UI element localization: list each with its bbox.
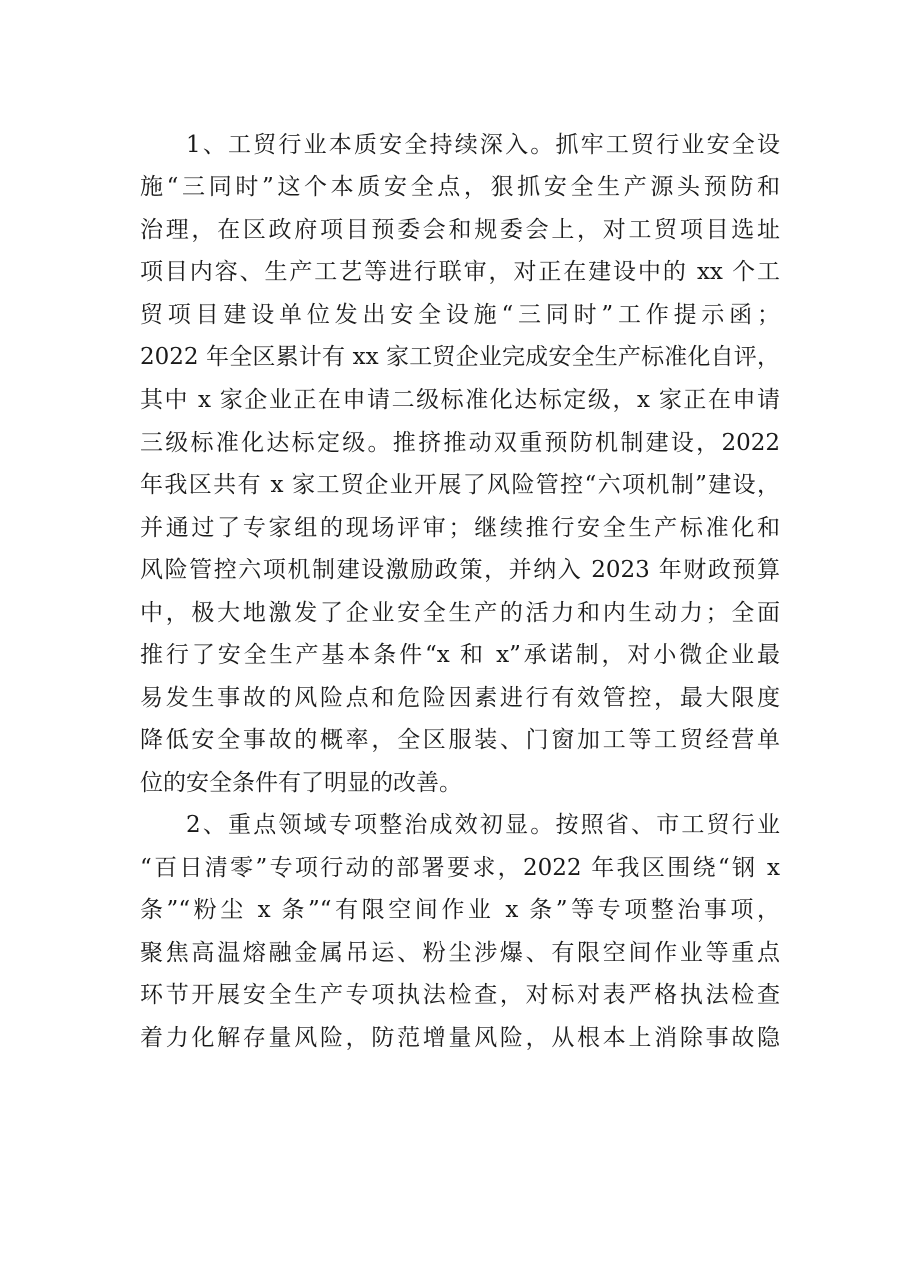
text-line: 位的安全条件有了明显的改善。 xyxy=(140,770,462,796)
text-line: 风险管控六项机制建设激励政策，并纳入 2023 年财政预算 xyxy=(140,557,780,583)
text-line: 施“三同时”这个本质安全点，狠抓安全生产源头预防和 xyxy=(140,174,780,200)
text-line: 聚焦高温熔融金属吊运、粉尘涉爆、有限空间作业等重点 xyxy=(140,940,780,966)
text-line: 其中 x 家企业正在申请二级标准化达标定级，x 家正在申请 xyxy=(140,387,780,413)
text-line: “百日清零”专项行动的部署要求，2022 年我区围绕“钢 x xyxy=(140,855,780,881)
text-line: 年我区共有 x 家工贸企业开展了风险管控“六项机制”建设， xyxy=(140,472,780,498)
text-line: 环节开展安全生产专项执法检查，对标对表严格执法检查 xyxy=(140,982,780,1008)
text-line: 治理，在区政府项目预委会和规委会上，对工贸项目选址 xyxy=(140,217,780,243)
text-line: 2022 年全区累计有 xx 家工贸企业完成安全生产标准化自评， xyxy=(140,344,780,370)
text-line: 推行了安全生产基本条件“x 和 x”承诺制，对小微企业最 xyxy=(140,642,780,668)
text-line: 降低安全事故的概率，全区服装、门窗加工等工贸经营单 xyxy=(140,727,780,753)
text-line: 贸项目建设单位发出安全设施“三同时”工作提示函； xyxy=(140,302,780,328)
text-line: 易发生事故的风险点和危险因素进行有效管控，最大限度 xyxy=(140,685,780,711)
text-line: 中，极大地激发了企业安全生产的活力和内生动力；全面 xyxy=(140,600,780,626)
text-line: 项目内容、生产工艺等进行联审，对正在建设中的 xx 个工 xyxy=(140,259,780,285)
text-line: 1、工贸行业本质安全持续深入。抓牢工贸行业安全设 xyxy=(186,132,780,158)
text-line: 2、重点领域专项整治成效初显。按照省、市工贸行业 xyxy=(186,812,780,838)
text-line: 并通过了专家组的现场评审；继续推行安全生产标准化和 xyxy=(140,515,780,541)
text-line: 着力化解存量风险，防范增量风险，从根本上消除事故隐 xyxy=(140,1025,780,1051)
text-line: 三级标准化达标定级。推挤推动双重预防机制建设，2022 xyxy=(140,430,780,456)
text-line: 条”“粉尘 x 条”“有限空间作业 x 条”等专项整治事项， xyxy=(140,897,780,923)
